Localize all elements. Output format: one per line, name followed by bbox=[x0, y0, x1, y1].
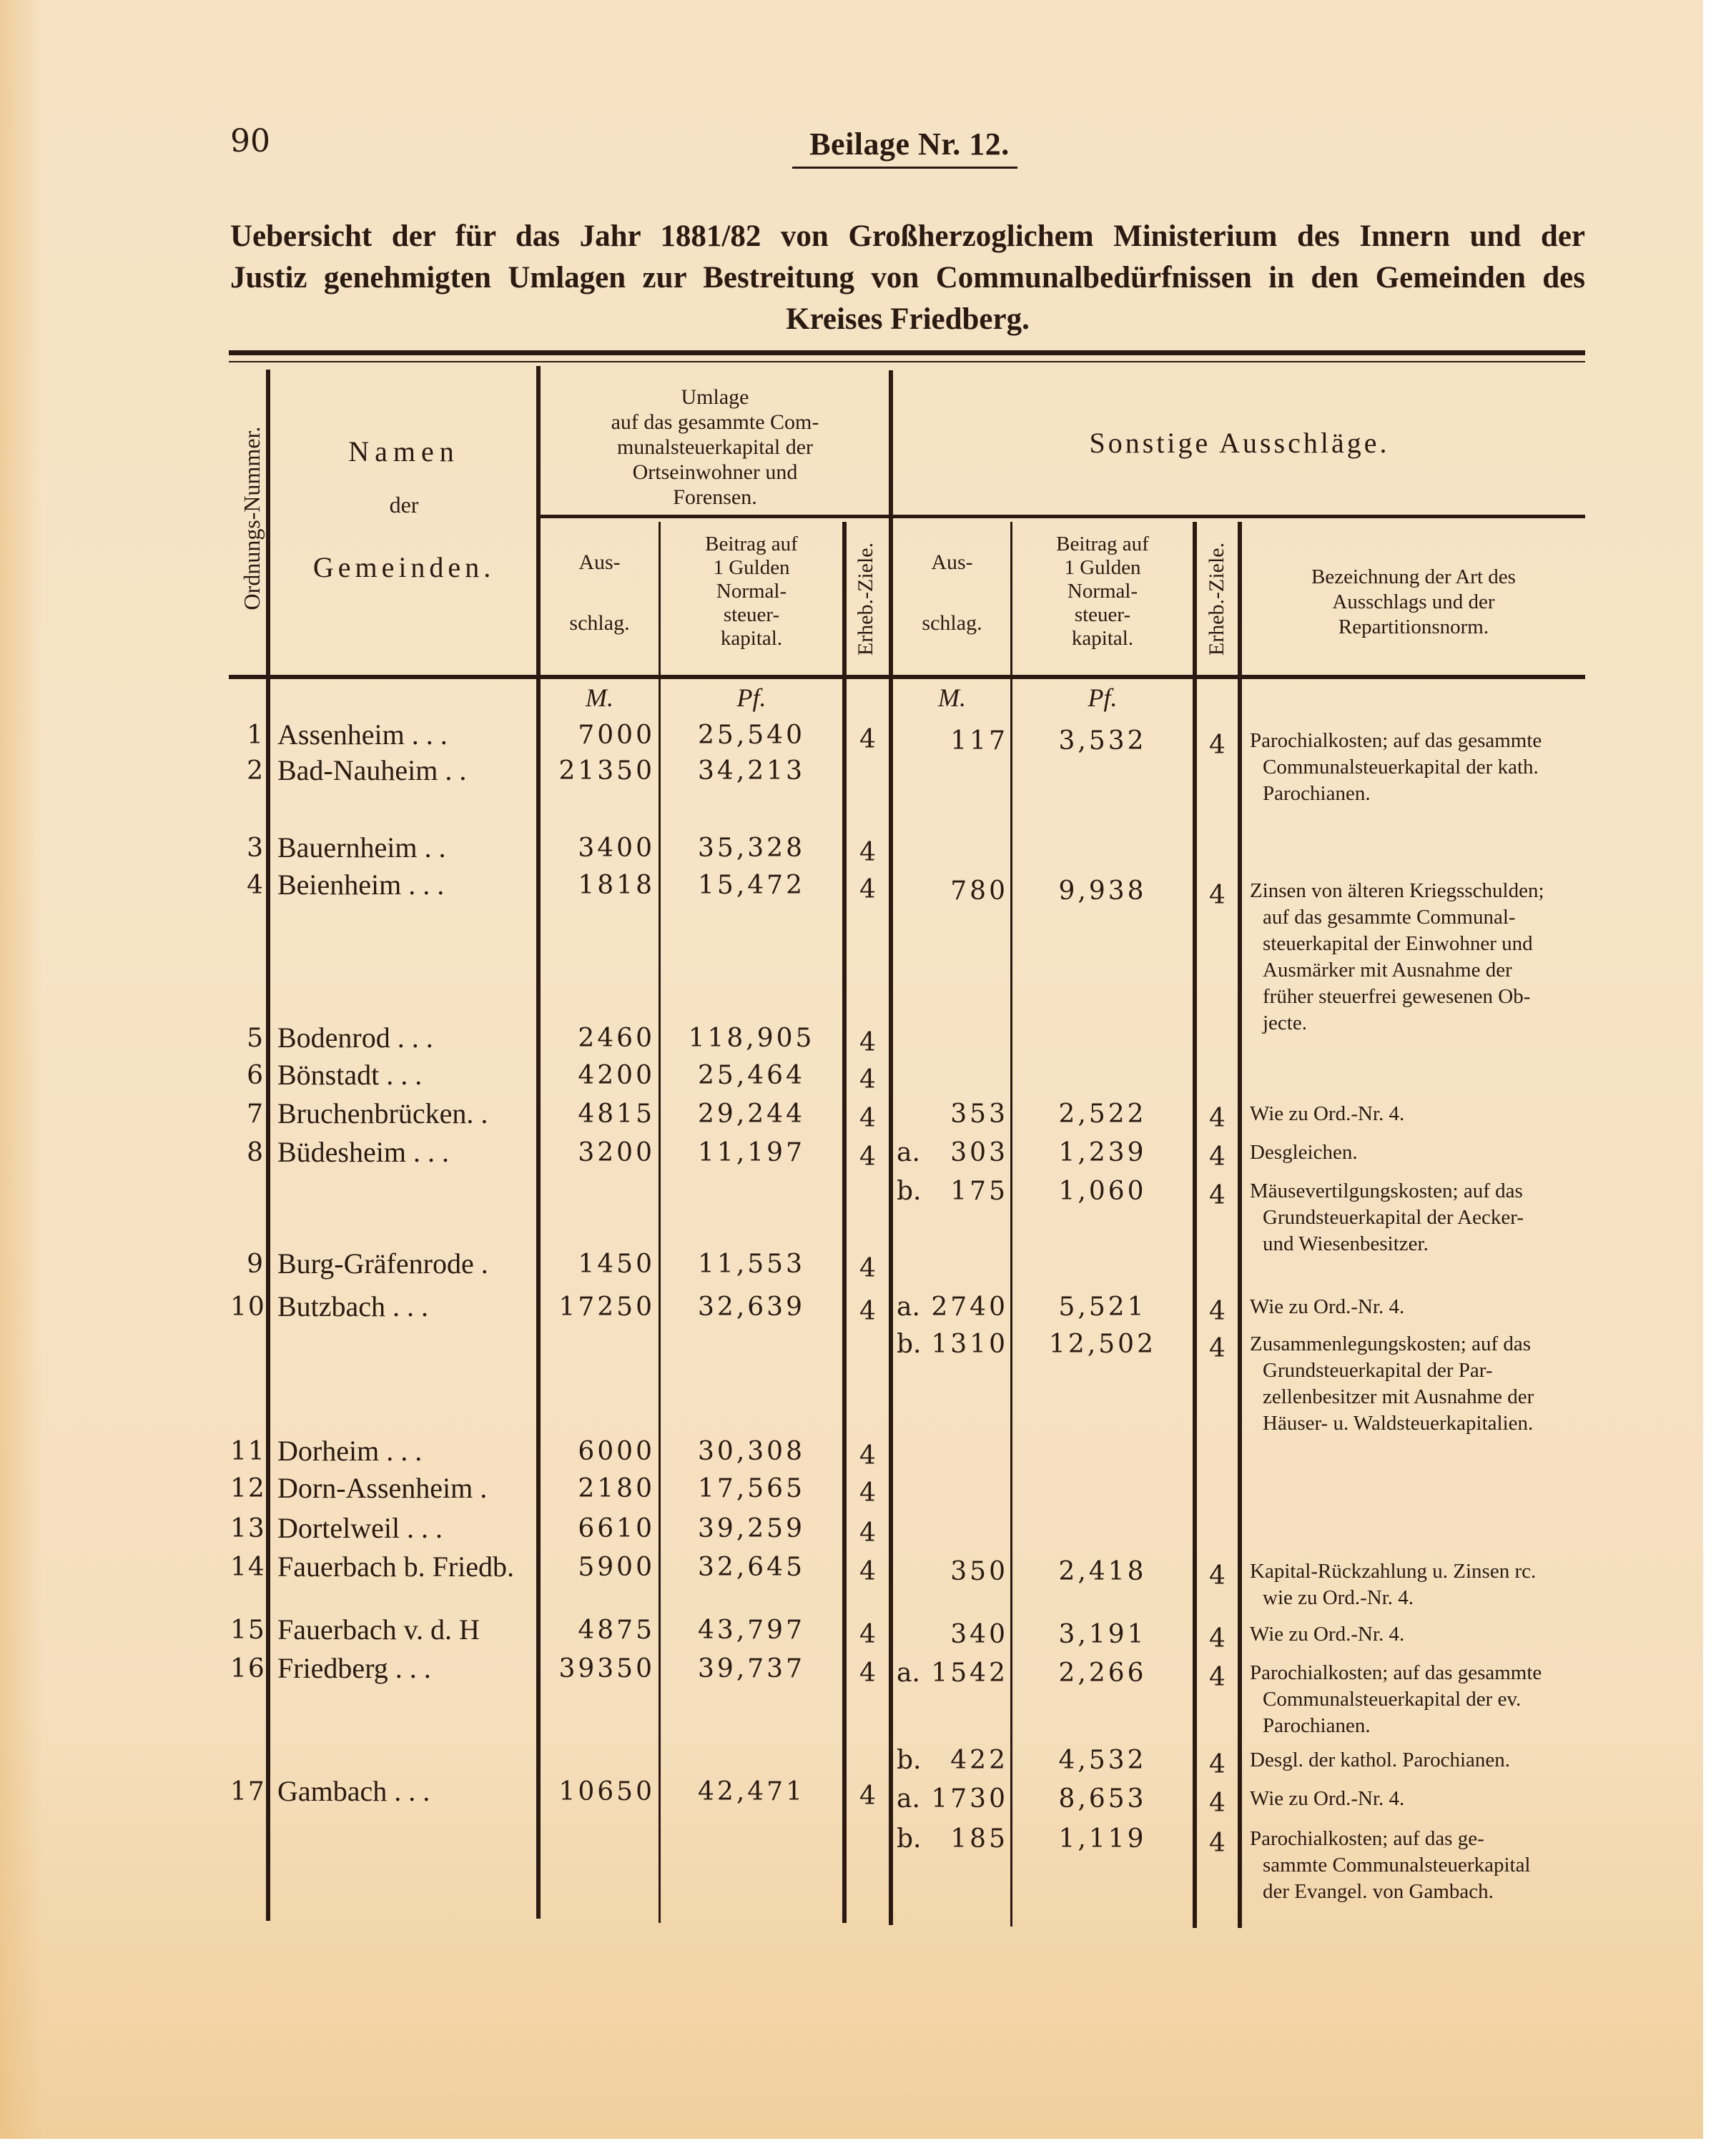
sonstige-ausschlag: 780 bbox=[950, 876, 1008, 906]
header-beitrag-line: Normal- bbox=[716, 580, 787, 603]
umlage-erheb-ziele: 4 bbox=[859, 1781, 876, 1811]
sonstige-erheb-ziele: 4 bbox=[1209, 1142, 1226, 1172]
municipality-name: Beienheim . . . bbox=[277, 869, 445, 901]
sonstige-ausschlag: 117 bbox=[950, 726, 1008, 756]
municipality-name: Bad-Nauheim . . bbox=[277, 754, 467, 786]
description-line: Communalsteuerkapital der ev. bbox=[1263, 1688, 1522, 1711]
sonstige-description bbox=[1250, 1747, 1582, 1774]
description-line: zellenbesitzer mit Ausnahme der bbox=[1263, 1385, 1534, 1408]
umlage-ausschlag: 2180 bbox=[578, 1474, 655, 1503]
description-line: wie zu Ord.-Nr. 4. bbox=[1263, 1586, 1414, 1609]
row-number: 11 bbox=[230, 1437, 266, 1466]
row-number: 8 bbox=[247, 1138, 265, 1167]
umlage-ausschlag: 1450 bbox=[578, 1250, 655, 1279]
umlage-ausschlag: 3400 bbox=[578, 834, 655, 863]
sonstige-ausschlag: 353 bbox=[950, 1099, 1008, 1129]
sonstige-ausschlag: 340 bbox=[950, 1620, 1008, 1649]
sonstige-beitrag: 1,239 bbox=[1058, 1138, 1147, 1167]
sonstige-description bbox=[1250, 1621, 1582, 1648]
municipality-name: Butzbach . . . bbox=[277, 1290, 429, 1322]
sonstige-erheb-ziele: 4 bbox=[1209, 1624, 1226, 1653]
header-subrule bbox=[538, 515, 1585, 518]
header-namen-3: Gemeinden. bbox=[312, 551, 495, 583]
row-number: 15 bbox=[230, 1616, 266, 1645]
sub-item-label: b. bbox=[897, 1746, 922, 1775]
header-namen-1: Namen bbox=[348, 435, 460, 468]
sub-item-label: b. bbox=[897, 1824, 922, 1854]
supplement-heading: Beilage Nr. 12. bbox=[809, 127, 1010, 162]
title-line-1: Uebersicht der für das Jahr 1881/82 von Großherzoglichem Ministerium des Innern und der bbox=[230, 219, 1585, 253]
description-line: der Evangel. von Gambach. bbox=[1263, 1880, 1494, 1903]
sonstige-description bbox=[1250, 878, 1582, 1037]
header-s-beitrag-line: kapital. bbox=[1071, 627, 1134, 650]
header-umlage-line: Forensen. bbox=[673, 485, 757, 509]
row-number: 16 bbox=[230, 1654, 266, 1683]
description-line: sammte Communalsteuerkapital bbox=[1263, 1854, 1531, 1876]
umlage-ausschlag: 2460 bbox=[578, 1024, 655, 1053]
header-s-erheb-ziele: Erheb.-Ziele. bbox=[1205, 542, 1228, 656]
description-line: Mäusevertilgungskosten; auf das bbox=[1250, 1180, 1523, 1202]
description-line: Parochianen. bbox=[1263, 1714, 1371, 1737]
municipality-name: Burg-Gräfenrode . bbox=[277, 1247, 488, 1280]
description-line: Grundsteuerkapital der Aecker- bbox=[1263, 1206, 1524, 1229]
header-erheb-ziele: Erheb.-Ziele. bbox=[854, 542, 877, 656]
description-line: Ausmärker mit Ausnahme der bbox=[1263, 959, 1512, 981]
sonstige-description bbox=[1250, 1660, 1582, 1739]
umlage-beitrag: 39,259 bbox=[698, 1514, 805, 1543]
umlage-ausschlag: 1818 bbox=[578, 871, 655, 900]
description-line: Parochialkosten; auf das gesammte bbox=[1250, 729, 1542, 752]
row-number: 13 bbox=[230, 1514, 266, 1543]
header-bezeichnung bbox=[1242, 565, 1585, 640]
header-s-ausschlag-2: schlag. bbox=[922, 611, 982, 635]
sonstige-ausschlag: 175 bbox=[950, 1177, 1008, 1206]
row-number: 5 bbox=[247, 1024, 265, 1053]
description-line: Parochialkosten; auf das ge- bbox=[1250, 1827, 1484, 1850]
sonstige-erheb-ziele: 4 bbox=[1209, 731, 1226, 760]
umlage-beitrag: 42,471 bbox=[698, 1777, 805, 1806]
umlage-ausschlag: 3200 bbox=[578, 1138, 655, 1167]
umlage-ausschlag: 6000 bbox=[578, 1437, 655, 1466]
description-line: jecte. bbox=[1263, 1012, 1307, 1034]
municipality-name: Büdesheim . . . bbox=[277, 1136, 449, 1168]
description-line: Grundsteuerkapital der Par- bbox=[1263, 1359, 1493, 1382]
header-bezeichnung-line: Ausschlags und der bbox=[1332, 590, 1495, 613]
header-beitrag-line: steuer- bbox=[723, 603, 780, 626]
description-line: Zinsen von älteren Kriegsschulden; bbox=[1250, 879, 1544, 902]
header-s-ausschlag-1: Aus- bbox=[931, 550, 973, 574]
sonstige-description bbox=[1250, 1331, 1582, 1437]
municipality-name: Bruchenbrücken. . bbox=[277, 1097, 488, 1129]
row-number: 14 bbox=[230, 1553, 266, 1582]
top-rule-thick bbox=[229, 350, 1585, 355]
sonstige-beitrag: 8,653 bbox=[1058, 1784, 1147, 1814]
umlage-beitrag: 25,464 bbox=[698, 1061, 805, 1090]
row-number: 1 bbox=[247, 721, 265, 750]
sonstige-erheb-ziele: 4 bbox=[1209, 1104, 1226, 1133]
unit-mark: M. bbox=[586, 683, 613, 712]
municipality-name: Dorheim . . . bbox=[277, 1435, 423, 1467]
unit-s-mark: M. bbox=[938, 683, 966, 712]
row-number: 3 bbox=[247, 834, 265, 863]
umlage-erheb-ziele: 4 bbox=[859, 1297, 876, 1326]
umlage-beitrag: 32,645 bbox=[698, 1553, 805, 1582]
umlage-erheb-ziele: 4 bbox=[859, 1028, 876, 1057]
umlage-erheb-ziele: 4 bbox=[859, 1478, 876, 1508]
header-ausschlag-1: Aus- bbox=[578, 550, 621, 574]
header-umlage-group bbox=[541, 385, 889, 510]
description-line: Desgleichen. bbox=[1250, 1141, 1358, 1164]
umlage-erheb-ziele: 4 bbox=[859, 875, 876, 904]
umlage-ausschlag: 10650 bbox=[558, 1777, 655, 1806]
umlage-erheb-ziele: 4 bbox=[859, 1254, 876, 1283]
sonstige-erheb-ziele: 4 bbox=[1209, 1750, 1226, 1779]
umlage-ausschlag: 4815 bbox=[578, 1099, 655, 1129]
sonstige-beitrag: 1,119 bbox=[1058, 1824, 1147, 1854]
sonstige-erheb-ziele: 4 bbox=[1209, 1561, 1226, 1591]
row-number: 12 bbox=[230, 1474, 266, 1503]
sub-item-label: a. bbox=[897, 1784, 920, 1814]
sonstige-description bbox=[1250, 1139, 1582, 1166]
umlage-beitrag: 43,797 bbox=[698, 1616, 805, 1645]
sub-item-label: b. bbox=[897, 1177, 922, 1206]
umlage-ausschlag: 17250 bbox=[558, 1292, 655, 1322]
umlage-beitrag: 39,737 bbox=[698, 1654, 805, 1683]
municipality-name: Gambach . . . bbox=[277, 1775, 430, 1807]
row-number: 4 bbox=[247, 871, 265, 900]
umlage-beitrag: 34,213 bbox=[698, 756, 805, 786]
sonstige-ausschlag: 2740 bbox=[931, 1292, 1008, 1322]
umlage-erheb-ziele: 4 bbox=[859, 1142, 876, 1172]
umlage-ausschlag: 4875 bbox=[578, 1616, 655, 1645]
sub-item-label: b. bbox=[897, 1330, 922, 1359]
umlage-ausschlag: 6610 bbox=[578, 1514, 655, 1543]
umlage-erheb-ziele: 4 bbox=[859, 1065, 876, 1094]
header-s-beitrag-line: 1 Gulden bbox=[1064, 556, 1141, 579]
header-beitrag-line: 1 Gulden bbox=[713, 556, 790, 579]
umlage-erheb-ziele: 4 bbox=[859, 725, 876, 754]
sonstige-beitrag: 1,060 bbox=[1058, 1177, 1147, 1206]
municipality-name: Fauerbach v. d. H bbox=[277, 1613, 480, 1646]
umlage-erheb-ziele: 4 bbox=[859, 1658, 876, 1688]
umlage-beitrag: 118,905 bbox=[688, 1024, 815, 1053]
header-bezeichnung-line: Repartitionsnorm. bbox=[1338, 615, 1489, 638]
sonstige-beitrag: 3,191 bbox=[1058, 1620, 1147, 1649]
umlage-beitrag: 15,472 bbox=[698, 871, 805, 900]
sonstige-ausschlag: 185 bbox=[950, 1824, 1008, 1854]
sonstige-erheb-ziele: 4 bbox=[1209, 1663, 1226, 1692]
sonstige-ausschlag: 1310 bbox=[931, 1330, 1008, 1359]
header-beitrag bbox=[661, 533, 842, 651]
header-umlage-line: auf das gesammte Com- bbox=[611, 410, 819, 434]
title-line-2: Justiz genehmigten Umlagen zur Bestreitung von Communalbedürfnissen in den Gemeinden des bbox=[230, 261, 1585, 295]
header-beitrag-line: kapital. bbox=[720, 627, 783, 650]
sonstige-ausschlag: 303 bbox=[950, 1138, 1008, 1167]
sonstige-beitrag: 12,502 bbox=[1049, 1330, 1156, 1359]
header-s-beitrag-line: Normal- bbox=[1067, 580, 1138, 603]
header-bottom-rule bbox=[229, 675, 1585, 679]
description-line: auf das gesammte Communal- bbox=[1263, 906, 1516, 929]
sonstige-beitrag: 2,522 bbox=[1058, 1099, 1147, 1129]
sub-item-label: a. bbox=[897, 1292, 920, 1322]
title-line-3: Kreises Friedberg. bbox=[786, 302, 1030, 336]
description-line: Wie zu Ord.-Nr. 4. bbox=[1250, 1623, 1405, 1646]
sonstige-beitrag: 2,418 bbox=[1058, 1557, 1147, 1586]
top-rule-thin bbox=[229, 361, 1585, 362]
sonstige-description bbox=[1250, 1786, 1582, 1812]
umlage-erheb-ziele: 4 bbox=[859, 1557, 876, 1586]
sonstige-description bbox=[1250, 1558, 1582, 1611]
header-bezeichnung-line: Bezeichnung der Art des bbox=[1311, 565, 1516, 588]
municipality-name: Dorn-Assenheim . bbox=[277, 1472, 488, 1504]
row-number: 9 bbox=[247, 1250, 265, 1279]
umlage-beitrag: 11,197 bbox=[698, 1138, 805, 1167]
municipality-name: Dortelweil . . . bbox=[277, 1512, 443, 1544]
umlage-erheb-ziele: 4 bbox=[859, 1104, 876, 1133]
row-number: 2 bbox=[247, 756, 265, 786]
description-line: Parochialkosten; auf das gesammte bbox=[1250, 1661, 1542, 1684]
sonstige-erheb-ziele: 4 bbox=[1209, 1789, 1226, 1818]
unit-pfennig: Pf. bbox=[736, 683, 766, 712]
umlage-ausschlag: 7000 bbox=[578, 721, 655, 750]
umlage-erheb-ziele: 4 bbox=[859, 838, 876, 867]
sonstige-description bbox=[1250, 728, 1582, 807]
header-s-beitrag bbox=[1012, 533, 1193, 651]
umlage-erheb-ziele: 4 bbox=[859, 1441, 876, 1470]
row-number: 6 bbox=[247, 1061, 265, 1090]
sonstige-description bbox=[1250, 1178, 1582, 1257]
header-umlage-line: Ortseinwohner und bbox=[632, 460, 798, 484]
sonstige-beitrag: 4,532 bbox=[1058, 1746, 1147, 1775]
sonstige-description bbox=[1250, 1101, 1582, 1127]
heading-underline bbox=[792, 167, 1017, 169]
header-umlage-line: munalsteuerkapital der bbox=[616, 435, 814, 459]
municipality-name: Fauerbach b. Friedb. bbox=[277, 1551, 515, 1583]
sonstige-ausschlag: 1542 bbox=[931, 1658, 1008, 1688]
header-namen-2: der bbox=[389, 492, 419, 518]
umlage-beitrag: 32,639 bbox=[698, 1292, 805, 1322]
header-beitrag-line: Beitrag auf bbox=[705, 533, 798, 555]
umlage-beitrag: 30,308 bbox=[698, 1437, 805, 1466]
header-ausschlag-2: schlag. bbox=[569, 611, 630, 635]
sonstige-erheb-ziele: 4 bbox=[1209, 1829, 1226, 1858]
umlage-beitrag: 25,540 bbox=[698, 721, 805, 750]
description-line: Zusammenlegungskosten; auf das bbox=[1250, 1332, 1532, 1355]
description-line: Wie zu Ord.-Nr. 4. bbox=[1250, 1295, 1405, 1318]
umlage-ausschlag: 21350 bbox=[558, 756, 655, 786]
umlage-beitrag: 29,244 bbox=[698, 1099, 805, 1129]
description-line: früher steuerfrei gewesenen Ob- bbox=[1263, 985, 1531, 1008]
sonstige-description bbox=[1250, 1294, 1582, 1320]
sonstige-ausschlag: 350 bbox=[950, 1557, 1008, 1586]
header-umlage-line: Umlage bbox=[681, 385, 749, 409]
header-sonstige-group: Sonstige Ausschläge. bbox=[1089, 427, 1390, 459]
description-line: Parochianen. bbox=[1263, 782, 1371, 805]
header-s-beitrag-line: steuer- bbox=[1074, 603, 1131, 626]
sonstige-erheb-ziele: 4 bbox=[1209, 1334, 1226, 1363]
header-s-beitrag-line: Beitrag auf bbox=[1056, 533, 1149, 555]
sonstige-ausschlag: 1730 bbox=[931, 1784, 1008, 1814]
sub-item-label: a. bbox=[897, 1138, 920, 1167]
municipality-name: Friedberg . . . bbox=[277, 1652, 431, 1684]
umlage-beitrag: 17,565 bbox=[698, 1474, 805, 1503]
sonstige-erheb-ziele: 4 bbox=[1209, 1181, 1226, 1210]
municipality-name: Bönstadt . . . bbox=[277, 1059, 423, 1091]
description-line: Desgl. der kathol. Parochianen. bbox=[1250, 1749, 1511, 1771]
sub-item-label: a. bbox=[897, 1658, 920, 1688]
umlage-ausschlag: 5900 bbox=[578, 1553, 655, 1582]
umlage-ausschlag: 4200 bbox=[578, 1061, 655, 1090]
header-ordnungs-nummer: Ordnungs-Nummer. bbox=[239, 426, 265, 610]
row-number: 10 bbox=[230, 1292, 266, 1322]
description-line: und Wiesenbesitzer. bbox=[1263, 1232, 1429, 1255]
row-number: 7 bbox=[247, 1099, 265, 1129]
municipality-name: Bauernheim . . bbox=[277, 831, 446, 864]
description-line: Wie zu Ord.-Nr. 4. bbox=[1250, 1787, 1405, 1810]
umlage-erheb-ziele: 4 bbox=[859, 1620, 876, 1649]
page-number: 90 bbox=[230, 123, 270, 159]
sonstige-erheb-ziele: 4 bbox=[1209, 1297, 1226, 1326]
sonstige-beitrag: 3,532 bbox=[1058, 726, 1147, 756]
sonstige-beitrag: 2,266 bbox=[1058, 1658, 1147, 1688]
umlage-beitrag: 35,328 bbox=[698, 834, 805, 863]
sonstige-description bbox=[1250, 1826, 1582, 1905]
umlage-beitrag: 11,553 bbox=[698, 1250, 805, 1279]
col-divider-s-ziele bbox=[1238, 522, 1242, 1928]
umlage-ausschlag: 39350 bbox=[558, 1654, 655, 1683]
sonstige-beitrag: 5,521 bbox=[1058, 1292, 1147, 1322]
description-line: Communalsteuerkapital der kath. bbox=[1263, 756, 1539, 778]
municipality-name: Bodenrod . . . bbox=[277, 1022, 433, 1054]
umlage-erheb-ziele: 4 bbox=[859, 1518, 876, 1548]
municipality-name: Assenheim . . . bbox=[277, 718, 448, 751]
sonstige-erheb-ziele: 4 bbox=[1209, 881, 1226, 910]
row-number: 17 bbox=[230, 1777, 266, 1806]
sonstige-ausschlag: 422 bbox=[950, 1746, 1008, 1775]
col-divider-ziele bbox=[889, 370, 893, 1925]
description-line: steuerkapital der Einwohner und bbox=[1263, 932, 1533, 955]
sonstige-beitrag: 9,938 bbox=[1058, 876, 1147, 906]
description-line: Kapital-Rückzahlung u. Zinsen rc. bbox=[1250, 1560, 1537, 1583]
unit-s-pfennig: Pf. bbox=[1088, 683, 1118, 712]
description-line: Wie zu Ord.-Nr. 4. bbox=[1250, 1102, 1405, 1125]
description-line: Häuser- u. Waldsteuerkapitalien. bbox=[1263, 1412, 1534, 1435]
